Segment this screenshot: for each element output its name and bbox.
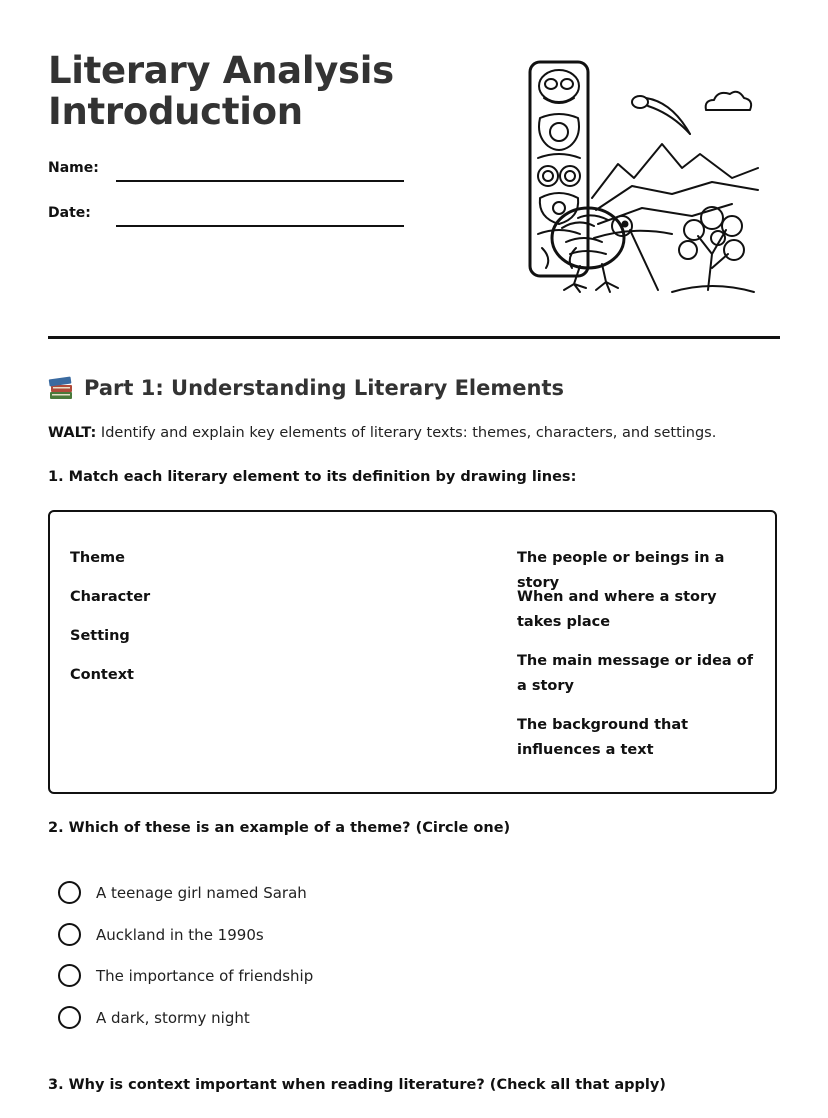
q2-option-2[interactable] — [58, 923, 264, 946]
date-label: Date: — [48, 205, 91, 221]
matching-box — [48, 510, 777, 794]
kiwi-carving-illustration — [522, 58, 762, 298]
q2-option-4[interactable] — [58, 1006, 250, 1029]
walt-label: WALT: — [48, 425, 97, 441]
definition-2[interactable]: When and where a story takes place — [517, 589, 717, 630]
section-divider — [48, 336, 780, 339]
worksheet-title — [48, 50, 394, 132]
term-setting[interactable]: Setting — [70, 628, 130, 644]
question-3-prompt: 3. Why is context important when reading literature? (Check all that apply) — [48, 1077, 666, 1093]
q2-option-label: A teenage girl named Sarah — [96, 883, 307, 902]
radio-circle[interactable] — [58, 923, 81, 946]
part-1-heading — [48, 374, 564, 402]
definition-4[interactable]: The background that influences a text — [517, 717, 689, 758]
radio-circle[interactable] — [58, 964, 81, 987]
name-label: Name: — [48, 160, 99, 176]
books-icon — [48, 374, 74, 402]
walt-statement — [48, 425, 716, 441]
term-context[interactable]: Context — [70, 667, 134, 683]
part-1-title: Part 1: Understanding Literary Elements — [84, 376, 564, 400]
q2-option-3[interactable] — [58, 964, 313, 987]
title-line-1: Literary Analysis — [48, 49, 394, 92]
term-theme[interactable]: Theme — [70, 550, 125, 566]
term-character[interactable]: Character — [70, 589, 151, 605]
radio-circle[interactable] — [58, 881, 81, 904]
q2-option-label: Auckland in the 1990s — [96, 925, 264, 944]
radio-circle[interactable] — [58, 1006, 81, 1029]
question-2-prompt: 2. Which of these is an example of a theme? (Circle one) — [48, 820, 511, 836]
question-1-prompt: 1. Match each literary element to its definition by drawing lines: — [48, 469, 577, 485]
q2-option-1[interactable] — [58, 881, 307, 904]
name-field[interactable] — [116, 180, 404, 182]
definition-1[interactable]: The people or beings in a story — [517, 550, 725, 591]
walt-text: Identify and explain key elements of literary texts: themes, characters, and settings. — [96, 425, 717, 441]
title-line-2: Introduction — [48, 90, 303, 133]
q2-option-label: A dark, stormy night — [96, 1008, 250, 1027]
date-field[interactable] — [116, 225, 404, 227]
definition-3[interactable]: The main message or idea of a story — [517, 653, 754, 694]
q2-option-label: The importance of friendship — [96, 966, 314, 985]
